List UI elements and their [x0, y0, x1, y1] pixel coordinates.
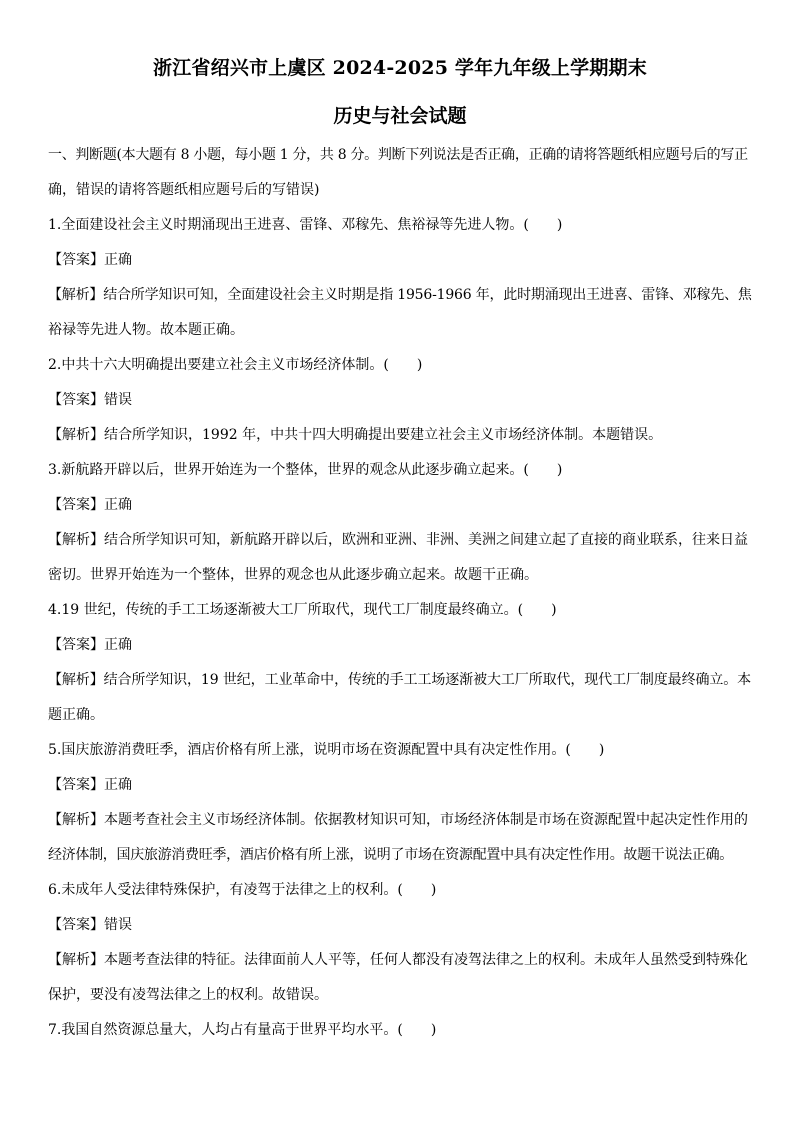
question-5: 5.国庆旅游消费旺季，酒店价格有所上涨，说明市场在资源配置中具有决定性作用。( ) — [48, 742, 605, 758]
analysis-label: 【解析】 — [48, 812, 104, 828]
page-title: 浙江省绍兴市上虞区 2024-2025 学年九年级上学期期末 — [153, 57, 647, 79]
analysis-6-line-1 — [48, 943, 752, 978]
answer-1 — [48, 243, 752, 278]
analysis-4-line-2: 题正确。 — [48, 707, 104, 723]
analysis-5-line-1 — [48, 803, 752, 838]
analysis-5-line-2: 经济体制，国庆旅游消费旺季，酒店价格有所上涨，说明了市场在资源配置中具有决定性作用。故题干说法正确。 — [48, 847, 733, 863]
answer-label: 【答案】 — [48, 392, 104, 408]
analysis-1-line-1 — [48, 278, 752, 313]
analysis-label: 【解析】 — [48, 287, 104, 303]
answer-value: 正确 — [104, 637, 132, 653]
analysis-6-line-2: 保护，要没有凌驾法律之上的权利。故错误。 — [48, 987, 328, 1003]
analysis-text: 结合所学知识，1992 年，中共十四大明确提出要建立社会主义市场经济体制。本题错误。 — [104, 427, 663, 443]
analysis-text: 结合所学知识，19 世纪，工业革命中，传统的手工工场逐渐被大工厂所取代，现代工厂制度最终确立。本 — [103, 672, 752, 688]
answer-value: 正确 — [104, 777, 132, 793]
analysis-text: 本题考查社会主义市场经济体制。依据教材知识可知，市场经济体制是市场在资源配置中起决定性作用的 — [104, 812, 748, 828]
answer-label: 【答案】 — [48, 917, 104, 933]
answer-value: 错误 — [104, 917, 132, 933]
analysis-text: 本题考查法律的特征。法律面前人人平等，任何人都没有凌驾法律之上的权利。未成年人虽然受到特殊化 — [104, 952, 748, 968]
question-4: 4.19 世纪，传统的手工工场逐渐被大工厂所取代，现代工厂制度最终确立。( ) — [48, 602, 557, 618]
analysis-2-line-1 — [48, 418, 752, 453]
analysis-3-line-1 — [48, 523, 752, 558]
analysis-text: 结合所学知识可知，全面建设社会主义时期是指 1956-1966 年，此时期涌现出王进喜、雷锋、邓稼先、焦 — [103, 287, 752, 303]
page-subtitle: 历史与社会试题 — [333, 105, 467, 127]
analysis-label: 【解析】 — [48, 672, 104, 688]
question-3: 3.新航路开辟以后，世界开始连为一个整体，世界的观念从此逐步确立起来。( ) — [48, 462, 563, 478]
question-1: 1.全面建设社会主义时期涌现出王进喜、雷锋、邓稼先、焦裕禄等先进人物。( ) — [48, 217, 563, 233]
question-6: 6.未成年人受法律特殊保护，有凌驾于法律之上的权利。( ) — [48, 882, 437, 898]
answer-6 — [48, 908, 752, 943]
answer-label: 【答案】 — [48, 497, 104, 513]
analysis-label: 【解析】 — [48, 952, 104, 968]
analysis-1-line-2: 裕禄等先进人物。故本题正确。 — [48, 322, 244, 338]
answer-label: 【答案】 — [48, 252, 104, 268]
analysis-3-line-2: 密切。世界开始连为一个整体，世界的观念也从此逐步确立起来。故题干正确。 — [48, 567, 538, 583]
question-2: 2.中共十六大明确提出要建立社会主义市场经济体制。( ) — [48, 357, 423, 373]
analysis-4-line-1 — [48, 663, 752, 698]
answer-2 — [48, 383, 752, 418]
analysis-label: 【解析】 — [48, 427, 104, 443]
answer-value: 正确 — [104, 252, 132, 268]
answer-label: 【答案】 — [48, 777, 104, 793]
question-7: 7.我国自然资源总量大，人均占有量高于世界平均水平。( ) — [48, 1022, 437, 1038]
analysis-label: 【解析】 — [48, 532, 104, 548]
answer-value: 正确 — [104, 497, 132, 513]
answer-4 — [48, 628, 752, 663]
answer-value: 错误 — [104, 392, 132, 408]
answer-3 — [48, 488, 752, 523]
section-heading-line-1: 一、判断题(本大题有 8 小题，每小题 1 分，共 8 分。判断下列说法是否正确，正确的请将答题纸相应题号后的写正 — [48, 147, 748, 163]
section-heading-line-2: 确，错误的请将答题纸相应题号后的写错误) — [48, 182, 320, 198]
answer-5 — [48, 768, 752, 803]
analysis-text: 结合所学知识可知，新航路开辟以后，欧洲和亚洲、非洲、美洲之间建立起了直接的商业联系，往来日益 — [104, 532, 748, 548]
answer-label: 【答案】 — [48, 637, 104, 653]
